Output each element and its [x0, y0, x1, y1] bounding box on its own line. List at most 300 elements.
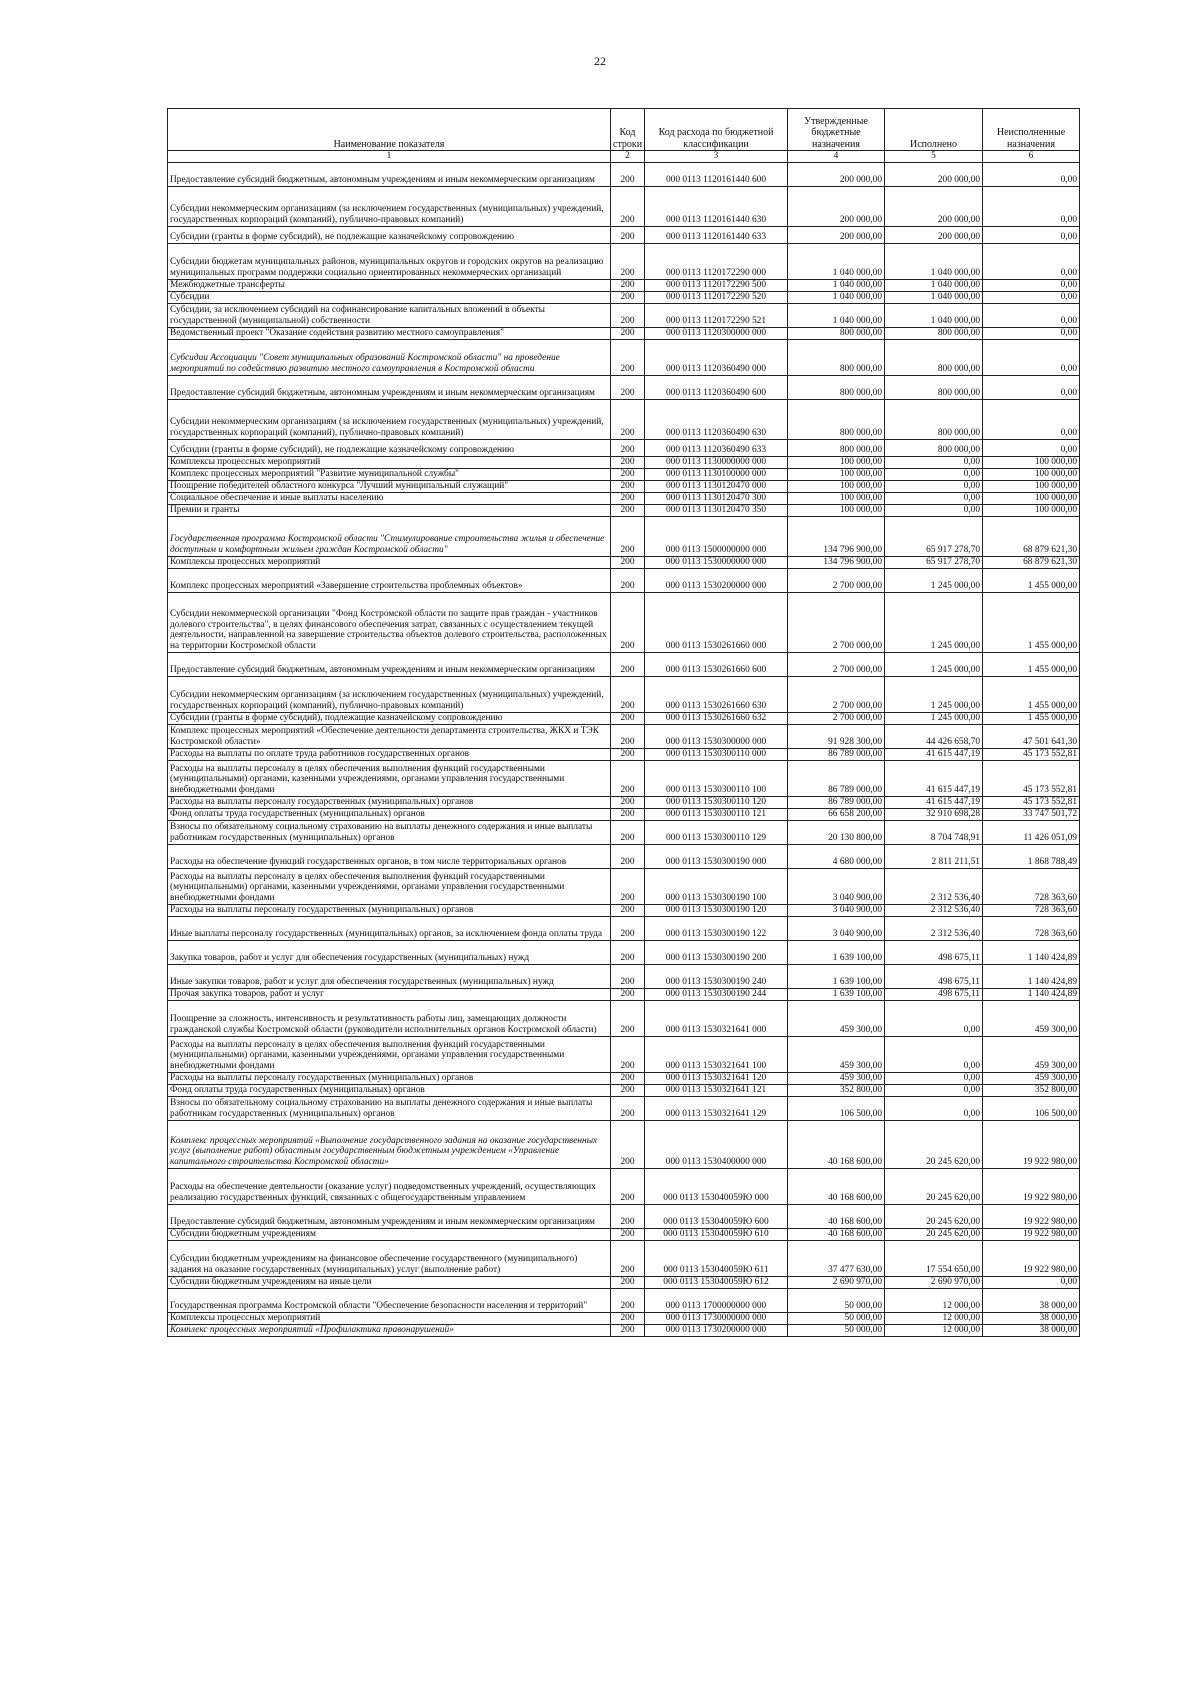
row-line-code: 200	[611, 965, 645, 989]
row-approved: 1 040 000,00	[788, 304, 885, 328]
row-budget-code: 000 0113 1130100000 000	[645, 469, 788, 481]
row-approved: 3 040 900,00	[788, 869, 885, 905]
row-budget-code: 000 0113 1120161440 630	[645, 187, 788, 227]
row-approved: 459 300,00	[788, 1037, 885, 1073]
row-line-code: 200	[611, 941, 645, 965]
table-row	[168, 1169, 1080, 1205]
row-budget-code: 000 0113 1530000000 000	[645, 557, 788, 569]
row-budget-code: 000 0113 1530321641 000	[645, 1001, 788, 1037]
row-executed: 12 000,00	[885, 1325, 983, 1337]
row-approved: 1 639 100,00	[788, 989, 885, 1001]
row-budget-code: 000 0113 1130120470 350	[645, 505, 788, 517]
row-line-code: 200	[611, 1121, 645, 1169]
row-line-code: 200	[611, 1085, 645, 1097]
row-name: Фонд оплаты труда государственных (муниципальных) органов	[168, 1085, 611, 1097]
header-executed: Исполнено	[885, 109, 983, 151]
row-unexecuted: 19 922 980,00	[983, 1121, 1080, 1169]
row-approved: 100 000,00	[788, 481, 885, 493]
row-approved: 4 680 000,00	[788, 845, 885, 869]
row-unexecuted: 100 000,00	[983, 505, 1080, 517]
table-row	[168, 725, 1080, 749]
table-row	[168, 869, 1080, 905]
table-row	[168, 761, 1080, 797]
row-budget-code: 000 0113 1120300000 000	[645, 328, 788, 340]
row-approved: 3 040 900,00	[788, 917, 885, 941]
table-row	[168, 845, 1080, 869]
row-name: Предоставление субсидий бюджетным, автономным учреждениям и иным некоммерческим организациям	[168, 653, 611, 677]
row-line-code: 200	[611, 1205, 645, 1229]
table-row	[168, 1241, 1080, 1277]
row-unexecuted: 0,00	[983, 304, 1080, 328]
row-executed: 200 000,00	[885, 187, 983, 227]
row-name: Предоставление субсидий бюджетным, автономным учреждениям и иным некоммерческим организациям	[168, 163, 611, 187]
row-name: Расходы на обеспечение функций государственных органов, в том числе территориальных органов	[168, 845, 611, 869]
row-name: Субсидии (гранты в форме субсидий), подлежащие казначейскому сопровождению	[168, 713, 611, 725]
row-name: Расходы на выплаты персоналу в целях обеспечения выполнения функций государственными (муниципальными) органами, казенными учреждениями, органами управления государственными внебюджетными фондами	[168, 761, 611, 797]
row-line-code: 200	[611, 593, 645, 653]
row-approved: 40 168 600,00	[788, 1121, 885, 1169]
row-approved: 86 789 000,00	[788, 749, 885, 761]
row-line-code: 200	[611, 749, 645, 761]
row-line-code: 200	[611, 989, 645, 1001]
row-line-code: 200	[611, 328, 645, 340]
table-row	[168, 469, 1080, 481]
row-approved: 1 639 100,00	[788, 965, 885, 989]
column-number: 1	[168, 151, 611, 163]
row-name: Субсидии некоммерческим организациям (за исключением государственных (муниципальных) учреждений, государственных корпораций (компаний), публично-правовых компаний)	[168, 677, 611, 713]
table-row	[168, 1229, 1080, 1241]
row-approved: 200 000,00	[788, 227, 885, 244]
row-line-code: 200	[611, 1241, 645, 1277]
row-name: Закупка товаров, работ и услуг для обеспечения государственных (муниципальных) нужд	[168, 941, 611, 965]
row-executed: 1 040 000,00	[885, 292, 983, 304]
table-row	[168, 400, 1080, 440]
row-budget-code: 000 0113 1130120470 000	[645, 481, 788, 493]
row-executed: 41 615 447,19	[885, 797, 983, 809]
row-approved: 800 000,00	[788, 440, 885, 457]
row-budget-code: 000 0113 1530300110 120	[645, 797, 788, 809]
row-line-code: 200	[611, 725, 645, 749]
row-unexecuted: 1 140 424,89	[983, 989, 1080, 1001]
row-unexecuted: 0,00	[983, 340, 1080, 376]
row-line-code: 200	[611, 713, 645, 725]
row-budget-code: 000 0113 1530300000 000	[645, 725, 788, 749]
row-line-code: 200	[611, 1289, 645, 1313]
row-unexecuted: 19 922 980,00	[983, 1205, 1080, 1229]
row-unexecuted: 19 922 980,00	[983, 1169, 1080, 1205]
row-executed: 17 554 650,00	[885, 1241, 983, 1277]
row-budget-code: 000 0113 1120360490 633	[645, 440, 788, 457]
row-approved: 66 658 200,00	[788, 809, 885, 821]
row-name: Премии и гранты	[168, 505, 611, 517]
row-name: Расходы на выплаты по оплате труда работников государственных органов	[168, 749, 611, 761]
row-approved: 1 040 000,00	[788, 280, 885, 292]
row-line-code: 200	[611, 481, 645, 493]
row-unexecuted: 68 879 621,30	[983, 557, 1080, 569]
row-unexecuted: 459 300,00	[983, 1073, 1080, 1085]
row-budget-code: 000 0113 1530321641 100	[645, 1037, 788, 1073]
row-unexecuted: 45 173 552,81	[983, 749, 1080, 761]
row-name: Субсидии Ассоциации "Совет муниципальных образований Костромской области" на проведение мероприятий по содействию развитию местного самоуправления в Костромской области	[168, 340, 611, 376]
row-approved: 2 700 000,00	[788, 593, 885, 653]
row-unexecuted: 19 922 980,00	[983, 1241, 1080, 1277]
row-approved: 100 000,00	[788, 457, 885, 469]
table-row	[168, 376, 1080, 400]
row-executed: 2 811 211,51	[885, 845, 983, 869]
row-budget-code: 000 0113 1530300190 122	[645, 917, 788, 941]
row-name: Субсидии некоммерческим организациям (за исключением государственных (муниципальных) учреждений, государственных корпораций (компаний), публично-правовых компаний)	[168, 400, 611, 440]
row-name: Ведомственный проект "Оказание содействия развитию местного самоуправления"	[168, 328, 611, 340]
row-budget-code: 000 0113 1530300190 000	[645, 845, 788, 869]
row-executed: 1 245 000,00	[885, 569, 983, 593]
row-approved: 800 000,00	[788, 400, 885, 440]
row-budget-code: 000 0113 1120172290 521	[645, 304, 788, 328]
row-name: Субсидии некоммерческой организации "Фонд Костромской области по защите прав граждан - участников долевого строительства", в целях финансового обеспечения затрат, связанных с осуществлением текущей деятельности, направленной на завершение строительства объектов долевого строительства, расположенных на территории Костромской области	[168, 593, 611, 653]
row-line-code: 200	[611, 340, 645, 376]
row-budget-code: 000 0113 153040059Ю 000	[645, 1169, 788, 1205]
row-line-code: 200	[611, 1229, 645, 1241]
table-row	[168, 227, 1080, 244]
row-executed: 0,00	[885, 1001, 983, 1037]
row-approved: 200 000,00	[788, 187, 885, 227]
row-approved: 2 700 000,00	[788, 677, 885, 713]
header-budget-code: Код расхода по бюджетной классификации	[645, 109, 788, 151]
row-name: Предоставление субсидий бюджетным, автономным учреждениям и иным некоммерческим организациям	[168, 376, 611, 400]
row-budget-code: 000 0113 1530300110 100	[645, 761, 788, 797]
row-executed: 2 312 536,40	[885, 869, 983, 905]
row-unexecuted: 47 501 641,30	[983, 725, 1080, 749]
row-line-code: 200	[611, 677, 645, 713]
table-row	[168, 481, 1080, 493]
row-executed: 2 312 536,40	[885, 905, 983, 917]
row-executed: 65 917 278,70	[885, 517, 983, 557]
row-approved: 459 300,00	[788, 1073, 885, 1085]
row-line-code: 200	[611, 1037, 645, 1073]
row-name: Государственная программа Костромской области "Стимулирование строительства жилья и обеспечение доступным и комфортным жильем граждан Костромской области"	[168, 517, 611, 557]
row-executed: 20 245 620,00	[885, 1121, 983, 1169]
row-executed: 8 704 748,91	[885, 821, 983, 845]
table-row	[168, 493, 1080, 505]
row-executed: 0,00	[885, 505, 983, 517]
row-line-code: 200	[611, 227, 645, 244]
row-unexecuted: 1 455 000,00	[983, 713, 1080, 725]
row-name: Государственная программа Костромской области "Обеспечение безопасности населения и территорий"	[168, 1289, 611, 1313]
row-line-code: 200	[611, 1097, 645, 1121]
row-executed: 0,00	[885, 1085, 983, 1097]
header-unexecuted: Неисполненные назначения	[983, 109, 1080, 151]
row-budget-code: 000 0113 1530321641 121	[645, 1085, 788, 1097]
row-budget-code: 000 0113 153040059Ю 610	[645, 1229, 788, 1241]
row-budget-code: 000 0113 1530321641 120	[645, 1073, 788, 1085]
row-unexecuted: 100 000,00	[983, 493, 1080, 505]
row-line-code: 200	[611, 304, 645, 328]
row-unexecuted: 38 000,00	[983, 1289, 1080, 1313]
row-executed: 800 000,00	[885, 376, 983, 400]
row-name: Комплексы процессных мероприятий	[168, 557, 611, 569]
row-line-code: 200	[611, 187, 645, 227]
row-unexecuted: 1 140 424,89	[983, 941, 1080, 965]
header-line-code: Код строки	[611, 109, 645, 151]
row-name: Комплексы процессных мероприятий	[168, 457, 611, 469]
row-budget-code: 000 0113 153040059Ю 612	[645, 1277, 788, 1289]
row-executed: 2 690 970,00	[885, 1277, 983, 1289]
row-line-code: 200	[611, 845, 645, 869]
table-row	[168, 965, 1080, 989]
row-line-code: 200	[611, 1169, 645, 1205]
table-row	[168, 280, 1080, 292]
row-approved: 50 000,00	[788, 1289, 885, 1313]
row-name: Субсидии бюджетным учреждениям	[168, 1229, 611, 1241]
row-budget-code: 000 0113 1530200000 000	[645, 569, 788, 593]
table-row	[168, 1037, 1080, 1073]
row-name: Предоставление субсидий бюджетным, автономным учреждениям и иным некоммерческим организациям	[168, 1205, 611, 1229]
row-unexecuted: 0,00	[983, 292, 1080, 304]
row-executed: 1 245 000,00	[885, 713, 983, 725]
row-executed: 0,00	[885, 469, 983, 481]
table-row	[168, 713, 1080, 725]
row-name: Расходы на выплаты персоналу государственных (муниципальных) органов	[168, 1073, 611, 1085]
table-row	[168, 593, 1080, 653]
row-unexecuted: 459 300,00	[983, 1001, 1080, 1037]
table-row	[168, 677, 1080, 713]
row-name: Взносы по обязательному социальному страхованию на выплаты денежного содержания и иные выплаты работникам государственных (муниципальных) органов	[168, 1097, 611, 1121]
row-unexecuted: 728 363,60	[983, 869, 1080, 905]
row-unexecuted: 459 300,00	[983, 1037, 1080, 1073]
table-row	[168, 163, 1080, 187]
table-row	[168, 292, 1080, 304]
row-approved: 352 800,00	[788, 1085, 885, 1097]
row-unexecuted: 0,00	[983, 376, 1080, 400]
row-line-code: 200	[611, 1001, 645, 1037]
row-budget-code: 000 0113 1120360490 630	[645, 400, 788, 440]
table-row	[168, 1205, 1080, 1229]
column-number: 5	[885, 151, 983, 163]
row-line-code: 200	[611, 244, 645, 280]
row-unexecuted: 45 173 552,81	[983, 761, 1080, 797]
row-approved: 100 000,00	[788, 469, 885, 481]
row-budget-code: 000 0113 153040059Ю 600	[645, 1205, 788, 1229]
table-row	[168, 1277, 1080, 1289]
row-executed: 800 000,00	[885, 400, 983, 440]
row-name: Фонд оплаты труда государственных (муниципальных) органов	[168, 809, 611, 821]
row-line-code: 200	[611, 557, 645, 569]
row-unexecuted: 0,00	[983, 187, 1080, 227]
table-row	[168, 821, 1080, 845]
table-row	[168, 1325, 1080, 1337]
row-budget-code: 000 0113 1530300190 240	[645, 965, 788, 989]
row-name: Поощрение за сложность, интенсивность и результативность работы лиц, замещающих должности гражданской службы Костромской области (руководители исполнительных органов Костромской области)	[168, 1001, 611, 1037]
row-line-code: 200	[611, 1277, 645, 1289]
table-row	[168, 917, 1080, 941]
row-name: Расходы на выплаты персоналу в целях обеспечения выполнения функций государственными (муниципальными) органами, казенными учреждениями, органами управления государственными внебюджетными фондами	[168, 869, 611, 905]
row-executed: 2 312 536,40	[885, 917, 983, 941]
row-executed: 0,00	[885, 457, 983, 469]
row-approved: 459 300,00	[788, 1001, 885, 1037]
row-executed: 1 245 000,00	[885, 677, 983, 713]
row-line-code: 200	[611, 163, 645, 187]
row-name: Субсидии	[168, 292, 611, 304]
row-unexecuted: 1 868 788,49	[983, 845, 1080, 869]
row-executed: 498 675,11	[885, 989, 983, 1001]
row-name: Комплекс процессных мероприятий «Профилактика правонарушений»	[168, 1325, 611, 1337]
row-unexecuted: 1 455 000,00	[983, 569, 1080, 593]
row-approved: 86 789 000,00	[788, 761, 885, 797]
row-line-code: 200	[611, 821, 645, 845]
row-budget-code: 000 0113 1700000000 000	[645, 1289, 788, 1313]
row-unexecuted: 19 922 980,00	[983, 1229, 1080, 1241]
row-line-code: 200	[611, 376, 645, 400]
row-unexecuted: 1 455 000,00	[983, 593, 1080, 653]
row-name: Взносы по обязательному социальному страхованию на выплаты денежного содержания и иные выплаты работникам государственных (муниципальных) органов	[168, 821, 611, 845]
row-line-code: 200	[611, 917, 645, 941]
row-name: Расходы на выплаты персоналу в целях обеспечения выполнения функций государственными (муниципальными) органами, казенными учреждениями, органами управления государственными внебюджетными фондами	[168, 1037, 611, 1073]
row-approved: 91 928 300,00	[788, 725, 885, 749]
row-approved: 134 796 900,00	[788, 517, 885, 557]
row-executed: 12 000,00	[885, 1289, 983, 1313]
row-approved: 800 000,00	[788, 376, 885, 400]
row-budget-code: 000 0113 1530300190 200	[645, 941, 788, 965]
row-approved: 1 639 100,00	[788, 941, 885, 965]
row-name: Субсидии бюджетам муниципальных районов, муниципальных округов и городских округов на реализацию муниципальных программ поддержки социально ориентированных некоммерческих организаций	[168, 244, 611, 280]
row-unexecuted: 100 000,00	[983, 457, 1080, 469]
row-executed: 44 426 658,70	[885, 725, 983, 749]
table-row	[168, 989, 1080, 1001]
row-name: Расходы на обеспечение деятельности (оказание услуг) подведомственных учреждений, осуществляющих реализацию государственных функций, связанных с общегосударственным управлением	[168, 1169, 611, 1205]
row-budget-code: 000 0113 1730200000 000	[645, 1325, 788, 1337]
row-line-code: 200	[611, 869, 645, 905]
row-line-code: 200	[611, 440, 645, 457]
row-approved: 2 700 000,00	[788, 569, 885, 593]
table-row	[168, 1073, 1080, 1085]
budget-execution-table	[167, 108, 1080, 1337]
row-executed: 0,00	[885, 1073, 983, 1085]
row-line-code: 200	[611, 457, 645, 469]
row-line-code: 200	[611, 569, 645, 593]
row-approved: 106 500,00	[788, 1097, 885, 1121]
row-executed: 0,00	[885, 481, 983, 493]
row-name: Иные выплаты персоналу государственных (муниципальных) органов, за исключением фонда оплаты труда	[168, 917, 611, 941]
row-budget-code: 000 0113 1120172290 520	[645, 292, 788, 304]
row-approved: 40 168 600,00	[788, 1205, 885, 1229]
row-budget-code: 000 0113 153040059Ю 611	[645, 1241, 788, 1277]
row-executed: 1 040 000,00	[885, 244, 983, 280]
row-line-code: 200	[611, 493, 645, 505]
table-row	[168, 517, 1080, 557]
row-name: Комплекс процессных мероприятий «Обеспечение деятельности департамента строительства, ЖКХ и ТЭК Костромской области»	[168, 725, 611, 749]
row-name: Прочая закупка товаров, работ и услуг	[168, 989, 611, 1001]
row-approved: 800 000,00	[788, 340, 885, 376]
row-unexecuted: 0,00	[983, 244, 1080, 280]
row-approved: 40 168 600,00	[788, 1169, 885, 1205]
row-unexecuted: 352 800,00	[983, 1085, 1080, 1097]
row-executed: 20 245 620,00	[885, 1169, 983, 1205]
column-number: 2	[611, 151, 645, 163]
row-name: Межбюджетные трансферты	[168, 280, 611, 292]
row-budget-code: 000 0113 1530300110 129	[645, 821, 788, 845]
row-budget-code: 000 0113 1130000000 000	[645, 457, 788, 469]
table-row	[168, 505, 1080, 517]
row-approved: 50 000,00	[788, 1325, 885, 1337]
table-row	[168, 457, 1080, 469]
row-unexecuted: 0,00	[983, 227, 1080, 244]
row-unexecuted: 100 000,00	[983, 469, 1080, 481]
header-approved: Утвержденные бюджетные назначения	[788, 109, 885, 151]
row-approved: 3 040 900,00	[788, 905, 885, 917]
column-number: 6	[983, 151, 1080, 163]
row-unexecuted: 0,00	[983, 400, 1080, 440]
row-name: Субсидии бюджетным учреждениям на финансовое обеспечение государственного (муниципального) задания на оказание государственных (муниципальных) услуг (выполнение работ)	[168, 1241, 611, 1277]
row-unexecuted: 38 000,00	[983, 1325, 1080, 1337]
row-unexecuted: 0,00	[983, 163, 1080, 187]
row-line-code: 200	[611, 905, 645, 917]
row-line-code: 200	[611, 469, 645, 481]
table-row	[168, 1289, 1080, 1313]
row-budget-code: 000 0113 1530400000 000	[645, 1121, 788, 1169]
row-name: Социальное обеспечение и иные выплаты населению	[168, 493, 611, 505]
table-row	[168, 1097, 1080, 1121]
row-name: Расходы на выплаты персоналу государственных (муниципальных) органов	[168, 797, 611, 809]
row-executed: 0,00	[885, 493, 983, 505]
row-unexecuted: 38 000,00	[983, 1313, 1080, 1325]
row-name: Поощрение победителей областного конкурса "Лучший муниципальный служащий"	[168, 481, 611, 493]
row-unexecuted: 1 140 424,89	[983, 965, 1080, 989]
row-name: Субсидии (гранты в форме субсидий), не подлежащие казначейскому сопровождению	[168, 440, 611, 457]
row-approved: 20 130 800,00	[788, 821, 885, 845]
row-budget-code: 000 0113 1530300190 100	[645, 869, 788, 905]
row-approved: 2 700 000,00	[788, 713, 885, 725]
row-approved: 800 000,00	[788, 328, 885, 340]
table-row	[168, 797, 1080, 809]
row-unexecuted: 0,00	[983, 440, 1080, 457]
row-budget-code: 000 0113 1530300110 121	[645, 809, 788, 821]
row-line-code: 200	[611, 797, 645, 809]
row-name: Комплекс процессных мероприятий "Развитие муниципальной службы"	[168, 469, 611, 481]
row-budget-code: 000 0113 1530261660 600	[645, 653, 788, 677]
row-line-code: 200	[611, 505, 645, 517]
row-executed: 20 245 620,00	[885, 1229, 983, 1241]
row-executed: 41 615 447,19	[885, 749, 983, 761]
row-name: Иные закупки товаров, работ и услуг для обеспечения государственных (муниципальных) нужд	[168, 965, 611, 989]
table-row	[168, 1121, 1080, 1169]
row-approved: 134 796 900,00	[788, 557, 885, 569]
row-line-code: 200	[611, 517, 645, 557]
row-budget-code: 000 0113 1530261660 632	[645, 713, 788, 725]
row-executed: 1 245 000,00	[885, 593, 983, 653]
row-unexecuted: 11 426 051,09	[983, 821, 1080, 845]
table-row	[168, 905, 1080, 917]
table-row	[168, 340, 1080, 376]
table-row	[168, 1085, 1080, 1097]
row-unexecuted: 100 000,00	[983, 481, 1080, 493]
row-name: Субсидии, за исключением субсидий на софинансирование капитальных вложений в объекты государственной (муниципальной) собственности	[168, 304, 611, 328]
row-budget-code: 000 0113 1130120470 300	[645, 493, 788, 505]
row-unexecuted: 1 455 000,00	[983, 653, 1080, 677]
row-unexecuted: 0,00	[983, 1277, 1080, 1289]
table-row	[168, 569, 1080, 593]
table-row	[168, 328, 1080, 340]
header-name: Наименование показателя	[168, 109, 611, 151]
column-number-row	[168, 151, 1080, 163]
row-line-code: 200	[611, 653, 645, 677]
row-budget-code: 000 0113 1120360490 600	[645, 376, 788, 400]
row-budget-code: 000 0113 1120172290 000	[645, 244, 788, 280]
row-name: Расходы на выплаты персоналу государственных (муниципальных) органов	[168, 905, 611, 917]
row-approved: 86 789 000,00	[788, 797, 885, 809]
row-budget-code: 000 0113 1120360490 000	[645, 340, 788, 376]
row-approved: 100 000,00	[788, 505, 885, 517]
table-row	[168, 1001, 1080, 1037]
row-unexecuted: 728 363,60	[983, 917, 1080, 941]
